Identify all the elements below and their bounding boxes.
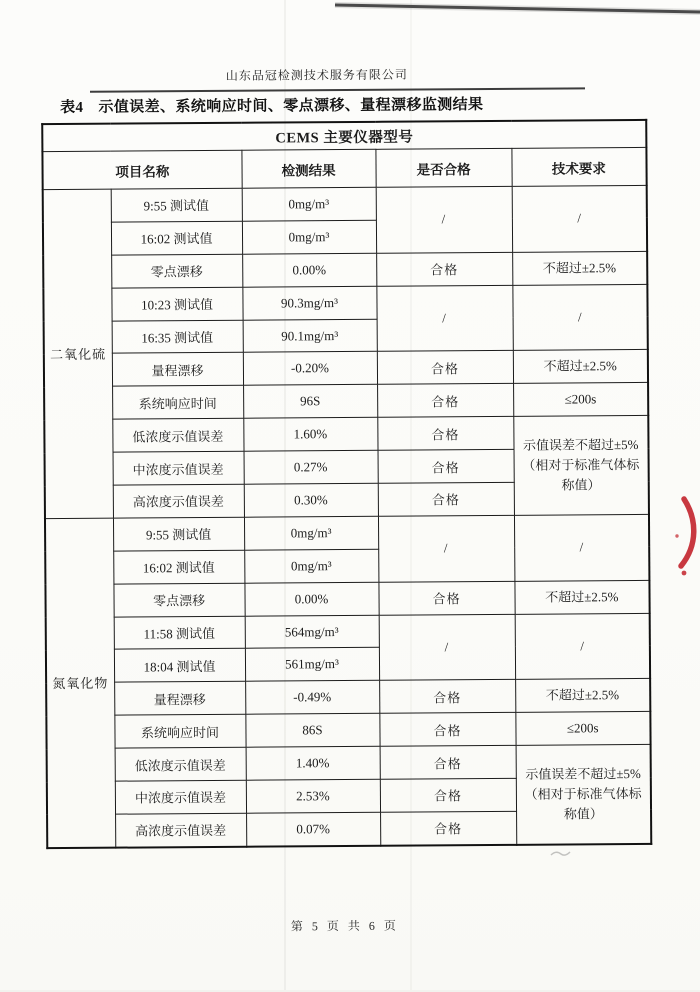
- qualified-cell: 合格: [378, 581, 514, 615]
- column-header-requirement: 技术要求: [511, 147, 646, 186]
- requirement-cell: 示值误差不超过±5%（相对于标准气体标称值）: [516, 745, 652, 845]
- qualified-cell: 合格: [380, 811, 516, 845]
- item-cell: 高浓度示值误差: [115, 813, 246, 847]
- result-cell: 0.00%: [242, 253, 376, 287]
- result-cell: 564mg/m³: [245, 615, 379, 649]
- item-cell: 量程漂移: [114, 682, 245, 716]
- table-row: [43, 284, 647, 321]
- result-cell: 0mg/m³: [244, 516, 378, 550]
- qualified-cell: 合格: [377, 417, 513, 451]
- company-header: 山东品冠检测技术服务有限公司: [225, 67, 408, 83]
- item-cell: 9:55 测试值: [111, 188, 242, 222]
- result-cell: 0.27%: [244, 450, 378, 484]
- requirement-cell: 不超过±2.5%: [514, 580, 649, 614]
- qualified-cell: 合格: [377, 384, 513, 418]
- qualified-cell: 合格: [380, 778, 516, 812]
- table-row: [45, 514, 649, 551]
- requirement-cell: /: [515, 613, 650, 680]
- item-cell: 16:02 测试值: [111, 221, 242, 255]
- qualified-cell: 合格: [376, 252, 512, 286]
- result-cell: 2.53%: [246, 779, 380, 813]
- result-cell: 0.00%: [244, 582, 378, 616]
- item-cell: 9:55 测试值: [113, 517, 244, 551]
- table-row: [45, 580, 649, 617]
- item-cell: 系统响应时间: [114, 714, 245, 748]
- table-caption-row: [42, 120, 646, 152]
- item-cell: 低浓度示值误差: [115, 747, 246, 781]
- table-row: [43, 185, 647, 222]
- qualified-cell: 合格: [378, 449, 514, 483]
- result-cell: 0mg/m³: [244, 549, 378, 583]
- item-cell: 10:23 测试值: [111, 287, 242, 321]
- item-cell: 低浓度示值误差: [112, 418, 243, 452]
- table-row: [46, 712, 650, 749]
- substance-cell: 二氧化硫: [43, 189, 113, 518]
- qualified-cell: /: [376, 285, 512, 352]
- item-cell: 零点漂移: [113, 583, 244, 617]
- table-header-row: [42, 147, 646, 189]
- table-row: [47, 745, 651, 782]
- table-title-text: 示值误差、系统响应时间、零点漂移、量程漂移监测结果: [98, 97, 484, 116]
- item-cell: 中浓度示值误差: [113, 451, 244, 485]
- result-cell: 86S: [245, 714, 379, 748]
- qualified-cell: /: [376, 186, 512, 253]
- requirement-cell: /: [512, 185, 647, 252]
- qualified-cell: 合格: [378, 482, 514, 516]
- substance-cell: 氮氧化物: [45, 518, 115, 848]
- column-header-qualified: 是否合格: [375, 148, 511, 187]
- result-cell: 0.30%: [244, 483, 378, 517]
- result-cell: 90.3mg/m³: [242, 286, 376, 320]
- qualified-cell: 合格: [379, 713, 515, 747]
- requirement-cell: ≤200s: [515, 712, 650, 746]
- item-cell: 量程漂移: [112, 353, 243, 387]
- table-title: [60, 92, 660, 117]
- item-cell: 16:02 测试值: [113, 550, 244, 584]
- report-table-body: [43, 185, 652, 848]
- result-cell: 561mg/m³: [245, 648, 379, 682]
- item-cell: 系统响应时间: [112, 386, 243, 420]
- table-caption: CEMS 主要仪器型号: [42, 120, 646, 152]
- result-cell: 0.07%: [246, 812, 380, 846]
- requirement-cell: 不超过±2.5%: [513, 350, 648, 384]
- result-cell: 90.1mg/m³: [243, 319, 377, 353]
- page-number: 第 5 页 共 6 页: [290, 918, 399, 934]
- result-cell: -0.49%: [245, 681, 379, 715]
- result-cell: 1.40%: [246, 746, 380, 780]
- result-cell: -0.20%: [243, 352, 377, 386]
- table-row: [46, 679, 650, 716]
- table-label: 表4: [60, 99, 84, 117]
- requirement-cell: 示值误差不超过±5%（相对于标准气体标称值）: [513, 416, 649, 516]
- item-cell: 16:35 测试值: [112, 320, 243, 354]
- qualified-cell: 合格: [377, 351, 513, 385]
- requirement-cell: /: [514, 514, 649, 581]
- result-cell: 0mg/m³: [242, 220, 376, 254]
- column-header-result: 检测结果: [241, 149, 375, 188]
- result-cell: 0mg/m³: [242, 187, 376, 221]
- table-row: [46, 613, 650, 650]
- requirement-cell: ≤200s: [513, 383, 648, 417]
- table-row: [44, 416, 648, 453]
- item-cell: 11:58 测试值: [114, 616, 245, 650]
- table-row: [43, 251, 647, 288]
- qualified-cell: 合格: [380, 745, 516, 779]
- item-cell: 18:04 测试值: [114, 649, 245, 683]
- table-row: [44, 383, 648, 420]
- qualified-cell: /: [378, 515, 514, 582]
- result-cell: 96S: [243, 385, 377, 419]
- table-row: [44, 350, 648, 387]
- requirement-cell: 不超过±2.5%: [512, 251, 647, 285]
- qualified-cell: 合格: [379, 680, 515, 714]
- item-cell: 高浓度示值误差: [113, 484, 244, 518]
- qualified-cell: /: [379, 614, 515, 681]
- results-table: [41, 119, 652, 849]
- item-cell: 零点漂移: [111, 254, 242, 288]
- item-cell: 中浓度示值误差: [115, 780, 246, 814]
- requirement-cell: /: [512, 284, 647, 351]
- result-cell: 1.60%: [243, 418, 377, 452]
- requirement-cell: 不超过±2.5%: [515, 679, 650, 713]
- column-header-item: 项目名称: [42, 150, 241, 189]
